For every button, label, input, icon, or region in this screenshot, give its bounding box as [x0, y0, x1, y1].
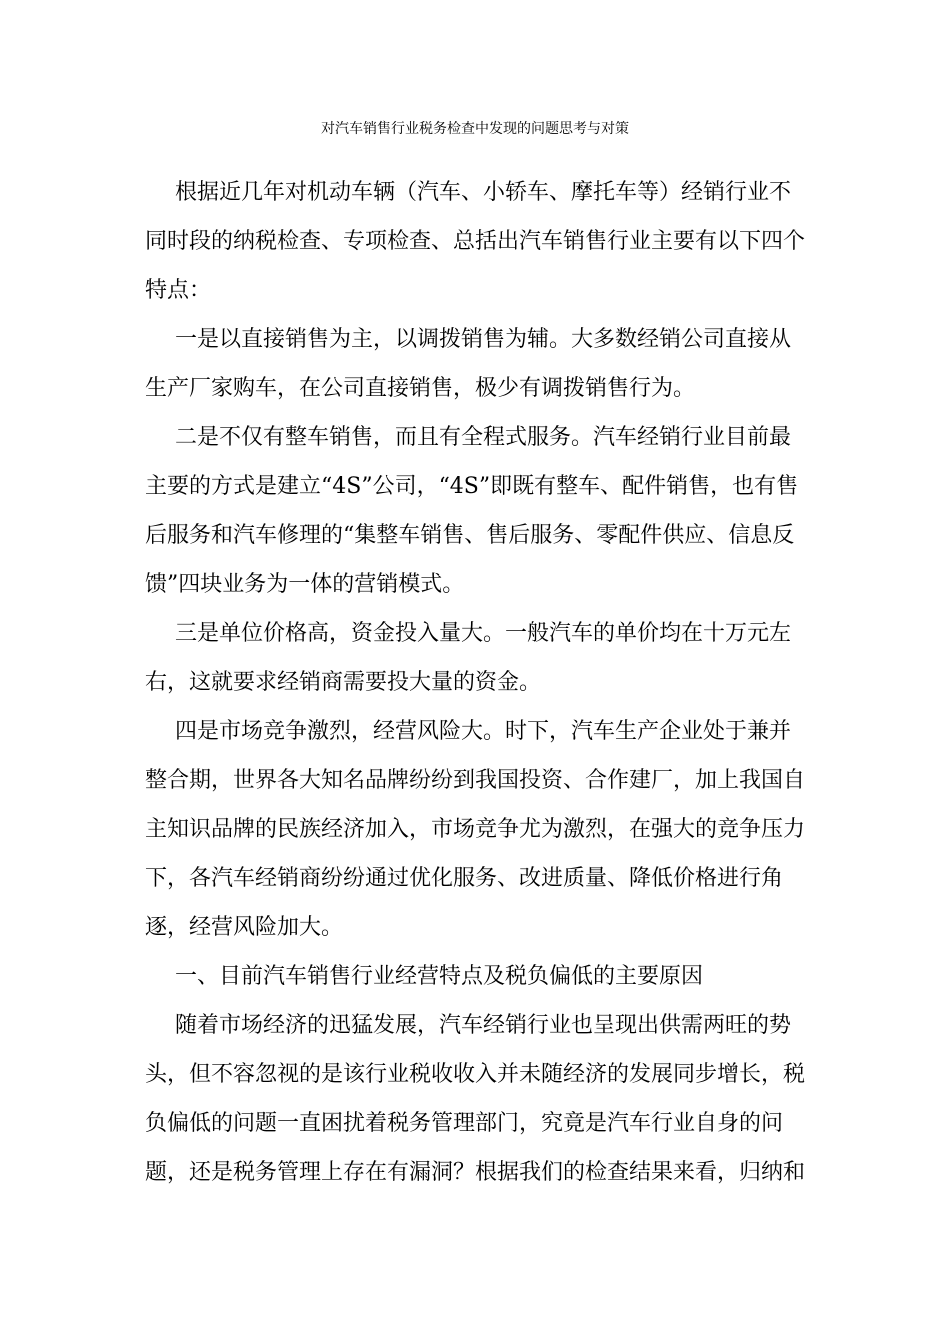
- paragraph-feature-2: 二是不仅有整车销售，而且有全程式服务。汽车经销行业目前最主要的方式是建立“4S”公司，“4S”即既有整车、配件销售，也有售后服务和汽车修理的“集整车销售、售后服务、零配件供应、信息反馈”四块业务为一体的营销模式。: [145, 425, 799, 597]
- document-title: 对汽车销售行业税务检查中发现的问题思考与对策: [321, 121, 629, 137]
- paragraph-feature-4: 四是市场竞争激烈，经营风险大。时下，汽车生产企业处于兼并整合期，世界各大知名品牌纷纷到我国投资、合作建厂，加上我国自主知识品牌的民族经济加入，市场竞争尤为激烈，在强大的竞争压力下，各汽车经销商纷纷通过优化服务、改进质量、降低价格进行角逐，经营风险加大。: [145, 719, 806, 940]
- paragraph-feature-1: 一是以直接销售为主，以调拨销售为辅。大多数经销公司直接从生产厂家购车，在公司直接销售，极少有调拨销售行为。: [145, 327, 792, 401]
- document-body: [145, 168, 805, 1197]
- paragraph-feature-3: 三是单位价格高，资金投入量大。一般汽车的单价均在十万元左右，这就要求经销商需要投大量的资金。: [145, 621, 792, 695]
- section-heading-1: 一、目前汽车销售行业经营特点及税负偏低的主要原因: [175, 964, 704, 989]
- paragraph-intro: 根据近几年对机动车辆（汽车、小轿车、摩托车等）经销行业不同时段的纳税检查、专项检查、总括出汽车销售行业主要有以下四个特点：: [145, 180, 806, 303]
- paragraph-section-1-body: 随着市场经济的迅猛发展，汽车经销行业也呈现出供需两旺的势头，但不容忽视的是该行业税收收入并未随经济的发展同步增长，税负偏低的问题一直困扰着税务管理部门，究竟是汽车行业自身的问题，还是税务管理上存在有漏洞？根据我们的检查结果来看，归纳和: [145, 1013, 806, 1185]
